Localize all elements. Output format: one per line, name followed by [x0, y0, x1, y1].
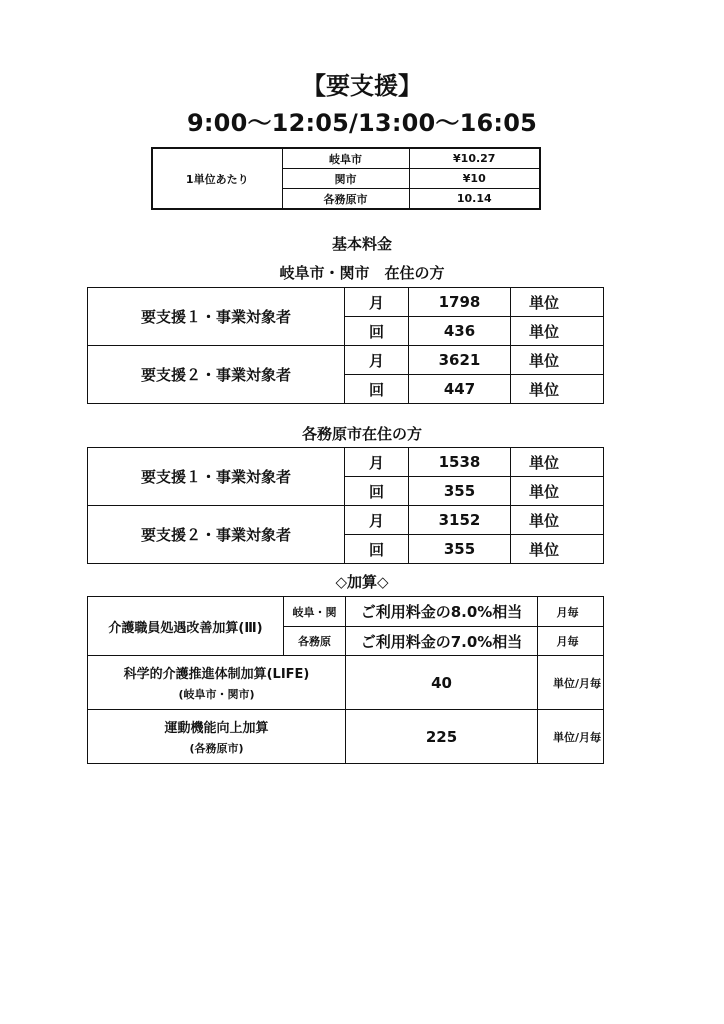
area-cell: 各務原 [284, 627, 346, 656]
page-title: 【要支援】 [302, 72, 422, 100]
care-level-label: 要支援１・事業対象者 [88, 288, 345, 346]
table-row [88, 506, 604, 535]
period-cell: 月 [345, 506, 409, 535]
care-level-label: 要支援２・事業対象者 [88, 346, 345, 404]
city-name: 関市 [282, 169, 409, 189]
exercise-addition-label: 運動機能向上加算 [164, 721, 269, 736]
table-row [152, 148, 540, 169]
period-cell: 回 [345, 535, 409, 564]
unit-cell: 単位 [511, 346, 604, 375]
basic-fee-table-kakamigahara [87, 447, 604, 564]
unit-cell: 月毎 [538, 597, 604, 627]
city-price: ¥10.27 [409, 148, 540, 169]
life-addition-area: (岐阜市・関市) [178, 688, 255, 701]
exercise-addition-cell [88, 710, 346, 764]
value-cell: 436 [409, 317, 511, 346]
value-cell: 447 [409, 375, 511, 404]
period-cell: 回 [345, 375, 409, 404]
life-addition-value: 40 [346, 656, 538, 710]
unit-price-table [151, 147, 541, 210]
value-cell: 1538 [409, 448, 511, 477]
exercise-addition-value: 225 [346, 710, 538, 764]
value-cell: 1798 [409, 288, 511, 317]
basic-fee-table-gifu-seki [87, 287, 604, 404]
table-row [88, 448, 604, 477]
table-row [88, 710, 604, 764]
table-row [88, 346, 604, 375]
exercise-addition-unit: 単位/月毎 [538, 710, 604, 764]
period-cell: 月 [345, 288, 409, 317]
rate-cell: ご利用料金の7.0%相当 [346, 627, 538, 656]
period-cell: 回 [345, 477, 409, 506]
unit-cell: 月毎 [538, 627, 604, 656]
care-level-label: 要支援２・事業対象者 [88, 506, 345, 564]
city-name: 各務原市 [282, 189, 409, 210]
unit-cell: 単位 [511, 375, 604, 404]
period-cell: 月 [345, 346, 409, 375]
table-row [88, 288, 604, 317]
table-row [88, 597, 604, 627]
rate-cell: ご利用料金の8.0%相当 [346, 597, 538, 627]
table-row [88, 656, 604, 710]
city-price: 10.14 [409, 189, 540, 210]
area-cell: 岐阜・関 [284, 597, 346, 627]
unit-cell: 単位 [511, 506, 604, 535]
exercise-addition-area: (各務原市) [189, 742, 244, 755]
life-addition-cell [88, 656, 346, 710]
basic-fee-heading: 基本料金 [331, 235, 392, 253]
additions-heading: ◇加算◇ [335, 573, 389, 591]
period-cell: 月 [345, 448, 409, 477]
care-level-label: 要支援１・事業対象者 [88, 448, 345, 506]
service-hours: 9:00～12:05/13:00～16:05 [186, 109, 538, 137]
city-price: ¥10 [409, 169, 540, 189]
value-cell: 3152 [409, 506, 511, 535]
life-addition-label: 科学的介護推進体制加算(LIFE) [123, 667, 310, 682]
value-cell: 3621 [409, 346, 511, 375]
value-cell: 355 [409, 535, 511, 564]
treatment-improvement-label: 介護職員処遇改善加算(Ⅲ) [88, 597, 284, 656]
period-cell: 回 [345, 317, 409, 346]
life-addition-unit: 単位/月毎 [538, 656, 604, 710]
section-title-kakamigahara: 各務原市在住の方 [301, 425, 422, 443]
value-cell: 355 [409, 477, 511, 506]
additions-table [87, 596, 604, 764]
unit-price-label: 1単位あたり [152, 148, 282, 209]
city-name: 岐阜市 [282, 148, 409, 169]
unit-cell: 単位 [511, 448, 604, 477]
unit-cell: 単位 [511, 317, 604, 346]
unit-cell: 単位 [511, 288, 604, 317]
unit-cell: 単位 [511, 477, 604, 506]
unit-cell: 単位 [511, 535, 604, 564]
section-title-gifu-seki: 岐阜市・関市 在住の方 [279, 264, 445, 282]
